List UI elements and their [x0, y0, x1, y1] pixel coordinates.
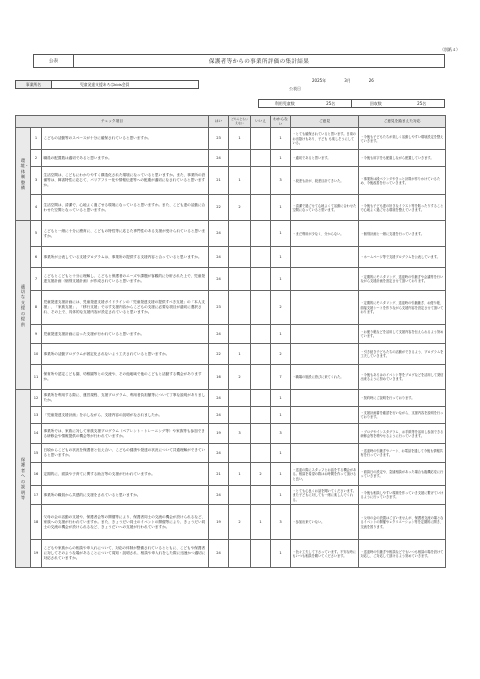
row-number: 19: [31, 540, 42, 568]
table-row: [16, 221, 446, 247]
count-neutral: [229, 390, 251, 407]
category-label: 保護者への説明等: [20, 457, 26, 501]
action-text: ・今後もあろはのイベント等をブログなどを活用して発信出来るように努めていきます。: [359, 365, 446, 390]
action-text: ・ブログやインスタグラム、お手紙等を活用し参加できる研修会等を増やせるように行っていきます。: [359, 424, 446, 444]
row-number: 13: [31, 407, 42, 424]
action-text: ・今後も子ども達の好きなイラスト等を貼ったりすることで心地よく過ごせる環境を整えていきます。: [359, 195, 446, 221]
count-unknown: 1: [271, 325, 291, 344]
count-yes: 24: [209, 325, 229, 344]
table-row: [16, 505, 446, 540]
count-yes: 19: [209, 424, 229, 444]
opinion-text: [291, 444, 359, 463]
action-text: ・契約時にご説明を行っております。: [359, 390, 446, 407]
question-text: 保育所や認定こども園、幼稚園等との交流や、その他地域で他のこどもと活動する機会がありますか。: [42, 365, 209, 390]
page-title: 保護者等からの事業所評価の集計結果: [208, 59, 310, 65]
table-row: [16, 150, 446, 167]
count-yes: 24: [209, 221, 229, 247]
count-unknown: 2: [271, 344, 291, 365]
opinion-text: [291, 247, 359, 268]
row-number: 5: [31, 221, 42, 247]
count-neutral: 1: [229, 167, 251, 195]
opinion-text: ・とても確保されていると思います。日頃のお出掛けもあり、子ども も楽しそうにしている。: [291, 128, 359, 150]
count-unknown: 1: [271, 463, 291, 486]
action-text: ・個別計画と一緒に支援を行っていきます。: [359, 221, 446, 247]
header-action: ご意見を踏まえた対応: [359, 116, 446, 128]
count-neutral: [229, 325, 251, 344]
count-no: [251, 540, 271, 568]
row-number: 12: [31, 390, 42, 407]
action-text: ・面談日の設定や、急遽相談があった場合も臨機応変に行っていきます。: [359, 463, 446, 486]
count-yes: 21: [209, 463, 229, 486]
office-label: 事業所名: [16, 81, 52, 88]
count-neutral: 1: [229, 344, 251, 365]
opinion-text: ・清潔で過ごせて心地よくて活動に合わせた空間になっていると思います。: [291, 195, 359, 221]
category-label: 環境・体制整備: [20, 157, 29, 191]
row-number: 11: [31, 365, 42, 390]
count-unknown: 3: [271, 505, 291, 540]
question-text: こどもの活動等のスペースが十分に確保されていると思いますか。: [42, 128, 209, 150]
table-row: [16, 390, 446, 407]
opinion-text: [291, 407, 359, 424]
count-collected-label: 回収数: [369, 100, 382, 106]
count-no: [251, 195, 271, 221]
count-users-value: 25名: [326, 100, 336, 106]
count-yes: 24: [209, 407, 229, 424]
question-text: 事業所の職員から共感的に支援をされていると思いますか。: [42, 486, 209, 505]
opinion-text: [291, 390, 359, 407]
office-row: [15, 80, 199, 89]
opinion-text: ・送迎の際にスタッフとお話をする機会がある。相談を希望の際はお時間を作って頂けると良い。: [291, 463, 359, 486]
count-neutral: [229, 150, 251, 167]
question-text: こどもとこどもと十分に理解し、こどもと保護者のニーズや課題が客観的に分析された上で、児童発達支援計画（個別支援計画）が作成されていると思いますか。: [42, 268, 209, 291]
action-text: ・今後も相談しやすい環境を作っていき支援に繋げていけるように行っていきます。: [359, 486, 446, 505]
count-no: [251, 247, 271, 268]
count-yes: 22: [209, 344, 229, 365]
opinion-text: [291, 325, 359, 344]
opinion-text: [291, 344, 359, 365]
count-no: [251, 424, 271, 444]
count-no: [251, 268, 271, 291]
table-row: [16, 444, 446, 463]
action-text: ・事業所は段ベランダやきっと計算が作りかけているため、今後改善を行っていきます。: [359, 167, 446, 195]
count-no: [251, 291, 271, 325]
count-neutral: [229, 221, 251, 247]
category-service: [16, 221, 31, 390]
count-no: 2: [251, 463, 271, 486]
header-neutral: どちらともいえない: [229, 116, 251, 128]
table-row: [16, 344, 446, 365]
opinion-text: ・とても心良くお話を聞いてくださいます。また子どもに対しても一緒に楽しんでくれる。: [291, 486, 359, 505]
opinion-text: ・適切であると思います。: [291, 150, 359, 167]
header-unknown: わからない: [271, 116, 291, 128]
table-row: [16, 291, 446, 325]
count-users-label: 利用児童数: [274, 100, 295, 106]
header-item: チェック項目: [16, 116, 209, 128]
row-number: 7: [31, 268, 42, 291]
table-row: [16, 195, 446, 221]
question-text: 定期的に、面談や子育てに関する助言等の支援が行われていますか。: [42, 463, 209, 486]
count-neutral: [229, 444, 251, 463]
opinion-text: ・職場の施設に遊びに来てくれた。: [291, 365, 359, 390]
header-opinion: ご意見: [291, 116, 359, 128]
count-neutral: [229, 407, 251, 424]
count-unknown: 1: [271, 486, 291, 505]
question-text: 職員の配置数は適切であると思いますか。: [42, 150, 209, 167]
action-text: ・ホームページ等で支援プログラムを公表しています。: [359, 247, 446, 268]
count-unknown: 1: [271, 128, 291, 150]
row-number: 14: [31, 424, 42, 444]
count-neutral: [229, 247, 251, 268]
opinion-text: ・参加出来ていない。: [291, 505, 359, 540]
action-text: ・支援計画書を確認を行いながら、支援内容を説明を行っております。: [359, 407, 446, 424]
count-unknown: 1: [271, 540, 291, 568]
action-text: ・定期的にモニタリング、送迎時の引継継ぎ、お便り帳、面接支援シートを作りながら支援内容を設定させて頂いております。: [359, 291, 446, 325]
opinion-text: ・色々工夫して下さっています。不安な時にもいつも相談を聞いてくださいます。: [291, 540, 359, 568]
count-no: [251, 365, 271, 390]
action-text: ・父母の会の設置はございませんが、保護者交流の場となるイベントの開催やレクリエーション等を定期的に開き、交流を図ります。: [359, 505, 446, 540]
count-unknown: 2: [271, 291, 291, 325]
action-text: ・今後も用字をも配慮しながら配置していきます。: [359, 150, 446, 167]
count-yes: 24: [209, 247, 229, 268]
count-collected-value: 25名: [417, 100, 427, 106]
action-text: ・引き続き子どもたちの活動ができるよう、プログラムを工夫していきます。: [359, 344, 446, 365]
count-unknown: 3: [271, 167, 291, 195]
question-text: こどもと一緒に十分に療育に、こどもの特性等に応じた専門性のある支援が受けられていると思いますか。: [42, 221, 209, 247]
row-number: 10: [31, 344, 42, 365]
count-unknown: 1: [271, 247, 291, 268]
count-neutral: [229, 486, 251, 505]
action-text: ・お便り帳などを活用して支援内容を伝えられるよう努めています。: [359, 325, 446, 344]
count-yes: 24: [209, 390, 229, 407]
count-yes: 24: [209, 150, 229, 167]
count-yes: 23: [209, 291, 229, 325]
count-yes: 22: [209, 195, 229, 221]
table-row: [16, 325, 446, 344]
question-text: 事業所を利用する際に、運営規程、支援プログラム、利用者負担額等について丁寧な説明がありましたか。: [42, 390, 209, 407]
count-unknown: 1: [271, 268, 291, 291]
survey-date: [312, 78, 374, 84]
count-neutral: 2: [229, 365, 251, 390]
count-yes: 24: [209, 444, 229, 463]
row-number: 9: [31, 325, 42, 344]
count-unknown: 7: [271, 365, 291, 390]
title-box: [33, 54, 445, 68]
published-label: 公表日: [289, 86, 301, 91]
count-neutral: 2: [229, 195, 251, 221]
question-text: 「児童発達支援計画」を示しながら、支援内容の説明がなされましたか。: [42, 407, 209, 424]
question-text: 日頃からこどもの状況を保護者と伝え合い、こどもの健康や発達の状況について共通理解ができていると思いますか。: [42, 444, 209, 463]
count-no: [251, 444, 271, 463]
evaluation-table: [15, 115, 446, 568]
count-no: [251, 128, 271, 150]
row-number: 6: [31, 247, 42, 268]
opinion-text: [291, 268, 359, 291]
row-number: 1: [31, 128, 42, 150]
category-label: 適切な支援の提供: [20, 283, 26, 327]
table-header: [16, 116, 446, 128]
question-text: 事業所の活動プログラムが固定化されないよう工夫されていると思いますか。: [42, 344, 209, 365]
count-no: [251, 407, 271, 424]
count-no: 1: [251, 505, 271, 540]
action-text: ・定期的にモニタリング、送迎時の引継ぎや会議等を行いながら支援計画を設定させて頂いております。: [359, 268, 446, 291]
row-number: 4: [31, 195, 42, 221]
count-neutral: 2: [229, 505, 251, 540]
count-neutral: [229, 540, 251, 568]
count-yes: 24: [209, 486, 229, 505]
opinion-text: ・まだ利用が少なく、分からない。: [291, 221, 359, 247]
table-row: [16, 268, 446, 291]
action-text: ・送迎時の引継ぎや相談などでもいつも相談の場を設けて対応し、ご対応して頂けるよう努めていきます。: [359, 540, 446, 568]
header-no: いいえ: [251, 116, 271, 128]
question-text: 児童発達支援計画には、児童発達支援ガイドラインの「児童発達支援の提供すべき支援」の「本人支援」、「家族支援」、「移行支援」で示す支援内容からこどもの支援に必要な項目が適切に選択され、その上で、具体的な支援内容が設定されていると思いますか。: [42, 291, 209, 325]
count-unknown: 3: [271, 424, 291, 444]
question-text: 生活空間は、こどもにわかりやすく構造化された環境になっていると思いますか。また、事業所の設備等は、障害特性に応じて、バリアフリー化や情報伝達等への配慮が適切になされていると思いますか。: [42, 167, 209, 195]
count-unknown: 1: [271, 221, 291, 247]
count-neutral: [229, 268, 251, 291]
count-collected: [352, 99, 445, 108]
question-text: 生活空間は、清潔で、心地よく過ごせる環境になっていると思いますか。また、こども達の活動に合わせた空間となっていると思いますか。: [42, 195, 209, 221]
count-neutral: 3: [229, 424, 251, 444]
count-no: [251, 325, 271, 344]
row-number: 2: [31, 150, 42, 167]
count-unknown: 1: [271, 407, 291, 424]
question-text: 児童発達支援計画に沿った支援が行われていると思いますか。: [42, 325, 209, 344]
table-row: [16, 128, 446, 150]
row-number: 16: [31, 463, 42, 486]
date-day: 26: [368, 78, 374, 83]
question-text: こどもや家族からの相談や申入れについて、対応の体制が整備されているとともに、こどもや保護者に対してそのような場があることについて周知・説明され、相談や申入れをした際に迅速かつ適切に対応されていますか。: [42, 540, 209, 568]
question-text: 事業所では、家族に対して家族支援プログラム（ペアレント・トレーニング等）や家族等も参加できる研修会や情報提供の機会等が行われていますか。: [42, 424, 209, 444]
count-unknown: 1: [271, 195, 291, 221]
table-row: [16, 486, 446, 505]
header-yes: はい: [209, 116, 229, 128]
count-yes: 24: [209, 268, 229, 291]
count-unknown: 1: [271, 444, 291, 463]
row-number: 15: [31, 444, 42, 463]
count-users: [258, 99, 352, 108]
count-neutral: 1: [229, 128, 251, 150]
count-neutral: 1: [229, 463, 251, 486]
count-no: [251, 486, 271, 505]
count-yes: 16: [209, 365, 229, 390]
category-parent: [16, 390, 31, 568]
count-yes: 24: [209, 540, 229, 568]
count-no: [251, 150, 271, 167]
date-month: 3月: [344, 78, 351, 83]
count-unknown: 1: [271, 150, 291, 167]
question-text: 父母の会の活動の支援や、保護者会等の開催等により、保護者同士の交流の機会が設けられるなど、家族への支援が行われていますか。また、きょうだい同士のイベントの開催等により、きょうだい同士の交流の機会が設けられるなど、きょうだいへの支援が行われていますか。: [42, 505, 209, 540]
count-no: [251, 390, 271, 407]
count-yes: 19: [209, 505, 229, 540]
question-text: 事業所が公表している支援プログラムは、事業所の提供する支援内容と合っていると思いますか。: [42, 247, 209, 268]
count-no: [251, 167, 271, 195]
table-row: [16, 167, 446, 195]
table-row: [16, 407, 446, 424]
table-row: [16, 365, 446, 390]
opinion-text: [291, 291, 359, 325]
opinion-text: [291, 424, 359, 444]
action-text: ・送迎時の引継ぎやノート、お電話を通して今後も情報共有を行っていきます。: [359, 444, 446, 463]
row-number: 8: [31, 291, 42, 325]
date-year: 2025年: [312, 78, 327, 83]
opinion-text: ・段差も計が、段差目計てきいた。: [291, 167, 359, 195]
count-unknown: 1: [271, 390, 291, 407]
category-env: [16, 128, 31, 221]
count-neutral: [229, 291, 251, 325]
table-row: [16, 540, 446, 568]
table-row: [16, 463, 446, 486]
row-number: 18: [31, 505, 42, 540]
count-no: [251, 344, 271, 365]
office-name: 児童発達支援あろはkids会員: [80, 81, 130, 87]
action-text: ・今後も子どもたちが楽しく活動しやすい環境設定を整えていきます。: [359, 128, 446, 150]
respondent-counts: [258, 99, 445, 108]
count-yes: 23: [209, 128, 229, 150]
count-yes: 21: [209, 167, 229, 195]
row-number: 3: [31, 167, 42, 195]
count-no: [251, 221, 271, 247]
row-number: 17: [31, 486, 42, 505]
table-row: [16, 424, 446, 444]
form-number: （別紙４）: [440, 47, 460, 52]
table-row: [16, 247, 446, 268]
publication-tag: 公表: [34, 55, 74, 67]
